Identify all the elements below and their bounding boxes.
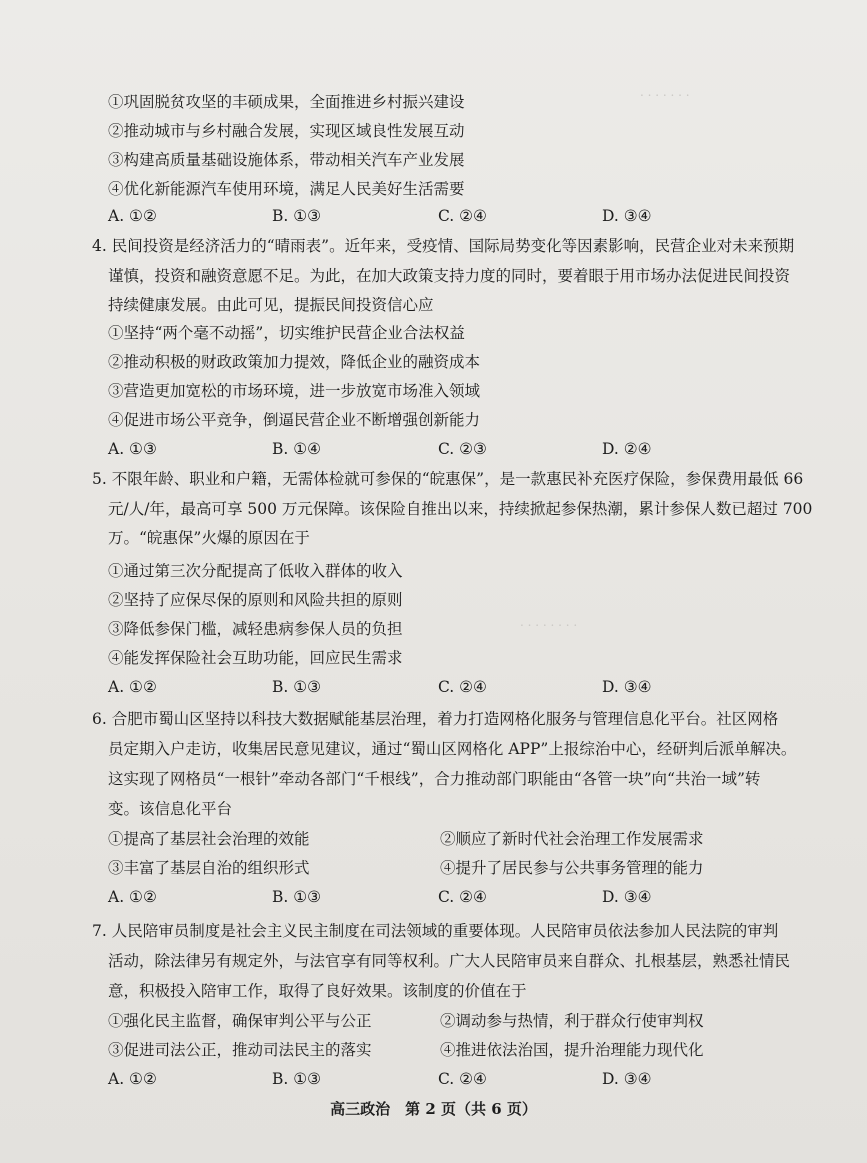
q7-item-3: ③促进司法公正，推动司法民主的落实 [108,1041,372,1059]
bleed-through-text: . . . . . . . [640,85,690,99]
q6-choice-a: A. ①② [108,888,157,906]
q4-choice-a: A. ①③ [108,440,157,458]
q4-choice-c: C. ②③ [438,440,487,458]
q4-item-2: ②推动积极的财政政策加力提效，降低企业的融资成本 [108,353,481,371]
q7-stem-line-1: 7. 人民陪审员制度是社会主义民主制度在司法领域的重要体现。人民陪审员依法参加人民法院的审判 [92,922,779,940]
q6-stem-line-1: 6. 合肥市蜀山区坚持以科技大数据赋能基层治理，着力打造网格化服务与管理信息化平台。社区网格 [92,710,779,728]
q7-stem-line-3: 意，积极投入陪审工作，取得了良好效果。该制度的价值在于 [108,982,527,1000]
q4-choice-b: B. ①④ [272,440,322,458]
q5-item-1: ①通过第三次分配提高了低收入群体的收入 [108,562,403,580]
q7-item-1: ①强化民主监督，确保审判公平与公正 [108,1012,372,1030]
q7-choice-a: A. ①② [108,1070,157,1088]
q4-stem-line-3: 持续健康发展。由此可见，提振民间投资信心应 [108,296,434,314]
q7-choice-c: C. ②④ [438,1070,487,1088]
q4-stem-line-1: 4. 民间投资是经济活力的“晴雨表”。近年来，受疫情、国际局势变化等因素影响，民营企业对未来预期 [92,237,795,255]
q5-choice-d: D. ③④ [602,678,652,696]
q7-item-4: ④推进依法治国，提升治理能力现代化 [440,1041,704,1059]
q7-choice-b: B. ①③ [272,1070,322,1088]
q6-stem-line-3: 这实现了网格员“一根针”牵动各部门“千根线”，合力推动部门职能由“各管一块”向“共治一域”转 [108,770,761,788]
q5-choice-c: C. ②④ [438,678,487,696]
q7-stem-line-2: 活动，除法律另有规定外，与法官享有同等权利。广大人民陪审员来自群众、扎根基层，熟悉社情民 [108,952,791,970]
q6-choice-b: B. ①③ [272,888,322,906]
q5-item-3: ③降低参保门槛，减轻患病参保人员的负担 [108,620,403,638]
q5-choice-a: A. ①② [108,678,157,696]
q6-choice-d: D. ③④ [602,888,652,906]
q5-stem-line-3: 万。“皖惠保”火爆的原因在于 [108,529,310,547]
q3-choice-b: B. ①③ [272,207,322,225]
q4-item-1: ①坚持“两个毫不动摇”，切实维护民营企业合法权益 [108,324,465,342]
q5-stem-line-1: 5. 不限年龄、职业和户籍，无需体检就可参保的“皖惠保”，是一款惠民补充医疗保险，参保费用最低 66 [92,470,804,488]
q3-item-1: ①巩固脱贫攻坚的丰硕成果，全面推进乡村振兴建设 [108,93,465,111]
q3-choice-c: C. ②④ [438,207,487,225]
q7-item-2: ②调动参与热情，利于群众行使审判权 [440,1012,704,1030]
page-footer: 高三政治 第 2 页（共 6 页） [330,1100,537,1118]
q6-item-4: ④提升了居民参与公共事务管理的能力 [440,859,704,877]
q3-choice-d: D. ③④ [602,207,652,225]
q6-item-1: ①提高了基层社会治理的效能 [108,830,310,848]
q6-choice-c: C. ②④ [438,888,487,906]
q5-item-4: ④能发挥保险社会互助功能，回应民生需求 [108,649,403,667]
q6-item-2: ②顺应了新时代社会治理工作发展需求 [440,830,704,848]
q4-choice-d: D. ②④ [602,440,652,458]
q3-choice-a: A. ①② [108,207,157,225]
q4-stem-line-2: 谨慎，投资和融资意愿不足。为此，在加大政策支持力度的同时，要着眼于用市场办法促进民间投资 [108,267,791,285]
q5-choice-b: B. ①③ [272,678,322,696]
q4-item-3: ③营造更加宽松的市场环境，进一步放宽市场准入领域 [108,382,481,400]
q4-item-4: ④促进市场公平竞争，倒逼民营企业不断增强创新能力 [108,411,481,429]
q5-item-2: ②坚持了应保尽保的原则和风险共担的原则 [108,591,403,609]
q3-item-3: ③构建高质量基础设施体系，带动相关汽车产业发展 [108,151,465,169]
q5-stem-line-2: 元/人/年，最高可享 500 万元保障。该保险自推出以来，持续掀起参保热潮，累计参保人数已超过 700 [108,500,813,518]
q7-choice-d: D. ③④ [602,1070,652,1088]
q6-stem-line-4: 变。该信息化平台 [108,800,233,818]
bleed-through-text: . . . . . . . . [520,615,578,629]
q3-item-2: ②推动城市与乡村融合发展，实现区域良性发展互动 [108,122,465,140]
q6-stem-line-2: 员定期入户走访，收集居民意见建议，通过“蜀山区网格化 APP”上报综治中心，经研判后派单解决。 [108,740,797,758]
q6-item-3: ③丰富了基层自治的组织形式 [108,859,310,877]
q3-item-4: ④优化新能源汽车使用环境，满足人民美好生活需要 [108,180,465,198]
